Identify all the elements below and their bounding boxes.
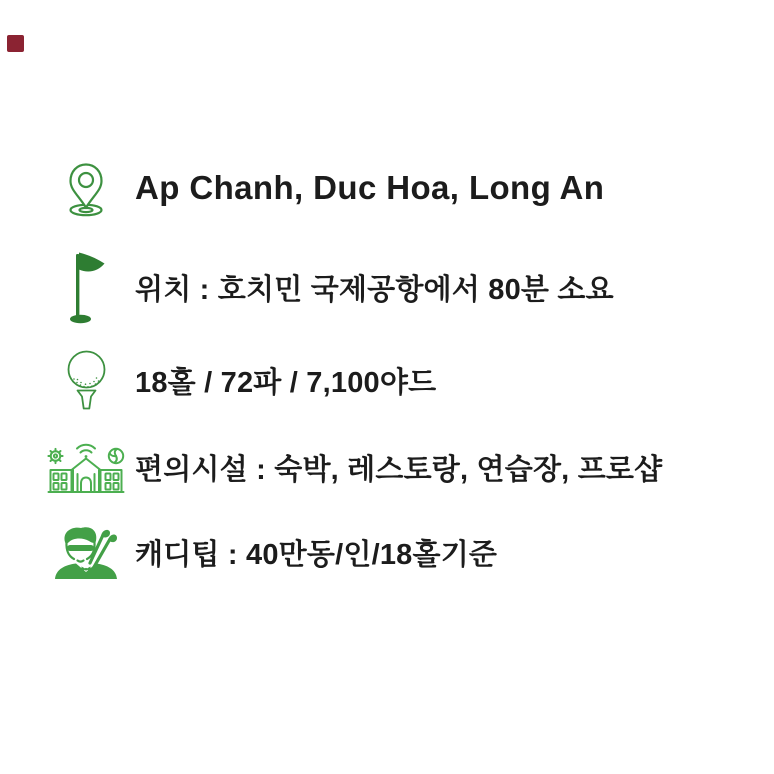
location-text: 위치 : 호치민 국제공항에서 80분 소요 <box>135 273 614 306</box>
location-pin-icon <box>45 160 127 217</box>
corner-marker <box>7 35 24 52</box>
golf-ball-tee-icon <box>45 348 127 412</box>
info-row-address <box>45 157 604 219</box>
caddy-tip-text: 캐디팁 : 40만동/인/18홀기준 <box>135 538 498 571</box>
info-row-caddy-tip <box>45 524 497 580</box>
address-text: Ap Chanh, Duc Hoa, Long An <box>135 169 605 206</box>
amenities-text: 편의시설 : 숙박, 레스토랑, 연습장, 프로샵 <box>135 453 663 486</box>
info-row-location <box>45 247 614 327</box>
golf-flag-icon <box>45 249 127 325</box>
info-row-course-spec <box>45 347 436 413</box>
course-spec-text: 18홀 / 72파 / 7,100야드 <box>135 366 437 399</box>
clubhouse-icon <box>45 441 127 493</box>
caddy-icon <box>45 525 127 579</box>
info-row-amenities <box>45 441 662 493</box>
